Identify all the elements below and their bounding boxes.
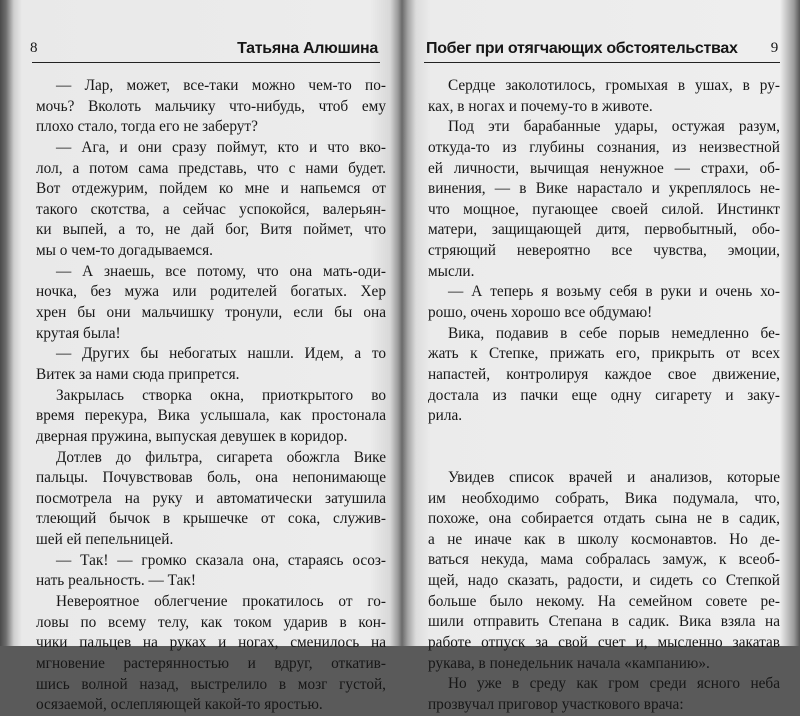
text-line: — Других бы небогатых нашли. Идем, а то [56,345,386,363]
right-running-head: Побег при отягчающих обстоятельствах [426,40,738,57]
text-line: напастей, контролируя каждое свое движение, [428,365,780,383]
text-line: мы о чем-то догадываемся. [36,242,213,260]
text-line: ночка, без мужа или родителей богатых. Хер [36,283,386,301]
left-header-rule [32,62,380,63]
text-line: хрен бы они мальчишку тронули, если бы она [36,304,386,322]
left-running-head: Татьяна Алюшина [237,40,378,57]
text-line: посмотрела на руку и автоматически затушила [36,489,386,507]
text-line: тлеющий бычок в крышечке от сока, служив- [36,510,386,528]
text-line: матери, защищающей дитя, первобытный, обо- [428,221,780,239]
right-page [414,0,786,713]
text-line: им необходимо собрать, Вика подумала, что, [428,489,780,507]
text-line: что мощное, пугающее своей силой. Инстинкт [428,200,780,218]
text-line: — Так! — громко сказала она, стараясь осоз- [56,551,386,569]
text-line: Вика, подавив в себе порыв немедленно бе- [448,324,780,342]
text-line: шили отправить Степана в садик. Вика взяла на [428,613,780,631]
text-line: осязаемой, ослепляющей какой-то яростью. [36,696,323,714]
text-line: такого скотства, а сейчас успокойся, валерьян- [36,200,386,218]
text-line: дверная пружина, выпуская девушек в коридор. [36,427,348,445]
text-line: ей личности, вычищая ненужное — страхи, об- [428,159,780,177]
text-line: — Лар, может, все-таки можно чем-то по- [56,77,386,94]
text-line: Вот отдежурим, пойдем ко мне и напьемся от [36,180,386,198]
text-line: ки выпей, а то, не дай бог, Витя поймет, что [36,221,386,239]
text-line: мочь? Вколоть мальчику что-нибудь, чтоб ему [36,97,386,115]
text-line: похоже, она собирается отдать сына не в садик, [428,510,780,528]
text-line: рукава, в понедельник начала «кампанию». [428,654,710,672]
left-page-text [36,76,386,716]
text-line: работе отпуск за свой счет и, мысленно закатав [428,634,780,652]
text-line: Дотлев до фильтра, сигарета обожгла Вике [56,448,386,466]
text-line: а не иначе как в школу космонавтов. Но де- [428,530,780,548]
text-line: плохо стало, тогда его не заберут? [36,118,258,136]
right-page-number: 9 [770,40,778,56]
text-line: Закрылась створка окна, приоткрытого во [56,386,386,404]
text-line: шись волной назад, выстрелило в мозг густой, [36,675,386,693]
text-line: Витек за нами сюда припрется. [36,365,240,383]
text-line: ловы по всему телу, как током ударив в кон- [36,613,386,631]
text-line: стряющий невероятно все чувства, эмоции, [428,242,780,260]
right-page-header [414,40,786,62]
text-line: Но уже в среду как гром среди ясного неба [448,675,780,693]
text-line: крутая была! [36,324,121,342]
right-page-text [428,76,780,716]
text-line: — Ага, и они сразу поймут, кто и что вко- [56,138,386,156]
left-page [18,0,392,714]
text-line: Увидев список врачей и анализов, которые [448,468,780,486]
text-line: шей ей пепельницей. [36,531,174,549]
section-break [428,427,780,468]
text-line: жать к Степке, прижать его, прикрыть от всех [428,345,780,363]
text-line: лол, а потом сама представь, что с нами будет. [36,159,386,177]
text-line: чики пальцев на руках и ногах, сменилось на [36,634,386,652]
left-page-header [18,40,392,62]
text-line: достала из пачки еще одну сигарету и заку- [428,386,780,404]
text-line: мысли. [428,262,475,280]
text-line: прозвучал приговор участкового врача: [428,695,684,713]
text-line: откуда-то из глубины сознания, из неизвестной [428,138,780,156]
text-line: ваться некуда, мама собралась замуж, к всеоб- [428,551,780,569]
text-line: мгновение растерянностью и вдруг, откатив- [36,654,386,672]
text-line: ках, в ногах и почему-то в животе. [428,97,653,115]
text-line: винения, — в Вике нарастало и укреплялось не- [428,180,780,198]
text-line: больше было некому. На семейном совете ре- [428,592,780,610]
text-line: пальцы. Почувствовав боль, она непонимающе [36,469,386,487]
text-line: — А знаешь, все потому, что она мать-оди- [56,262,386,280]
right-header-rule [424,62,780,63]
text-line: рошо, очень хорошо все обдумаю! [428,304,653,322]
left-page-number: 8 [30,40,38,56]
text-line: Под эти барабанные удары, остужая разум, [448,118,780,136]
text-line: щей, надо сказать, радости, и сидеть со Степкой [428,572,780,590]
text-line: рила. [428,407,463,425]
text-line: Сердце заколотилось, громыхая в ушах, в ру- [448,77,780,94]
text-line: Невероятное облегчение прокатилось от го- [56,593,386,611]
text-line: нать реальность. — Так! [36,572,196,590]
text-line: время перекура, Вика услышала, как простонала [36,407,386,425]
text-line: — А теперь я возьму себя в руки и очень хо- [448,283,780,301]
